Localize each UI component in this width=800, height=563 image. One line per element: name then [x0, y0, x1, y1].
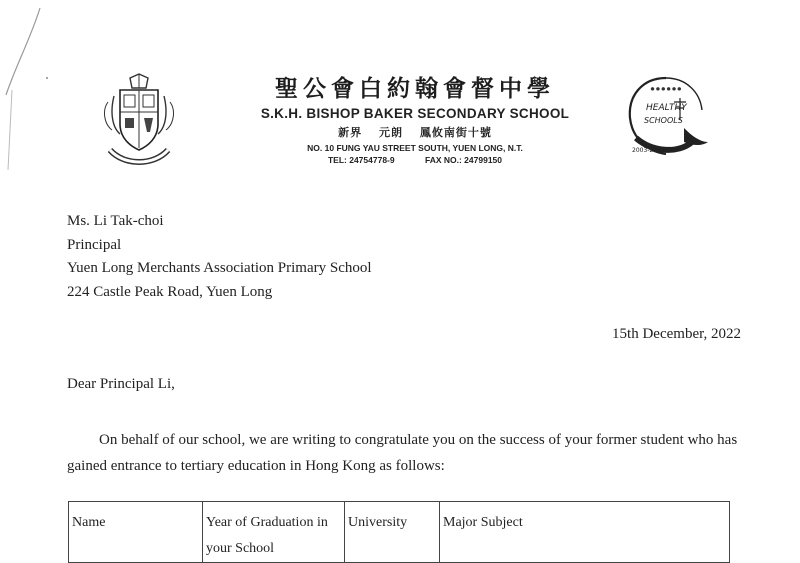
- recipient-school: Yuen Long Merchants Association Primary School: [67, 260, 372, 276]
- contact-line: [215, 155, 615, 165]
- scan-edge-mark: [0, 0, 60, 200]
- recipient-address: 224 Castle Peak Road, Yuen Long: [67, 283, 273, 300]
- table-header-row: [69, 502, 730, 563]
- column-header-university: University: [345, 502, 440, 563]
- column-header-year: Year of Graduation in your School: [203, 502, 345, 563]
- column-header-name: Name: [69, 502, 203, 563]
- column-header-major: Major Subject: [440, 502, 730, 563]
- badge-years: 2003-2004: [632, 147, 665, 154]
- telephone: TEL: 24754778-9: [327, 155, 395, 165]
- body-paragraph: On behalf of our school, we are writing to congratulate you on the success of your former student who has gained entrance to tertiary education in Hong Kong as follows:: [67, 432, 738, 474]
- svg-text:● ● ● ● ● ●: ● ● ● ● ● ●: [650, 87, 682, 92]
- letterhead: [215, 76, 615, 165]
- letter-date: 15th December, 2022: [612, 326, 741, 342]
- badge-text-schools: SCHOOLS: [644, 116, 683, 125]
- fax: FAX NO.: 24799150: [424, 155, 502, 165]
- recipient-title: Principal: [67, 236, 122, 253]
- address-cn-area: 元朗: [379, 126, 403, 139]
- address-chinese: [215, 124, 615, 140]
- salutation: Dear Principal Li,: [67, 376, 175, 392]
- badge-text-healthy: HEALTHY: [646, 103, 687, 113]
- school-name-english: S.K.H. BISHOP BAKER SECONDARY SCHOOL: [260, 106, 570, 121]
- address-cn-district: 新界: [338, 126, 363, 139]
- address-english: NO. 10 FUNG YAU STREET SOUTH, YUEN LONG, N.T.: [307, 143, 523, 153]
- recipient-name: Ms. Li Tak-choi: [67, 213, 164, 229]
- address-cn-street: 鳳攸南街十號: [419, 126, 492, 139]
- student-table: [68, 501, 730, 563]
- school-crest-icon: [100, 72, 178, 172]
- school-name-chinese: 聖公會白約翰會督中學: [275, 75, 555, 102]
- healthy-schools-badge-icon: [622, 72, 710, 166]
- recipient-block: [67, 210, 372, 304]
